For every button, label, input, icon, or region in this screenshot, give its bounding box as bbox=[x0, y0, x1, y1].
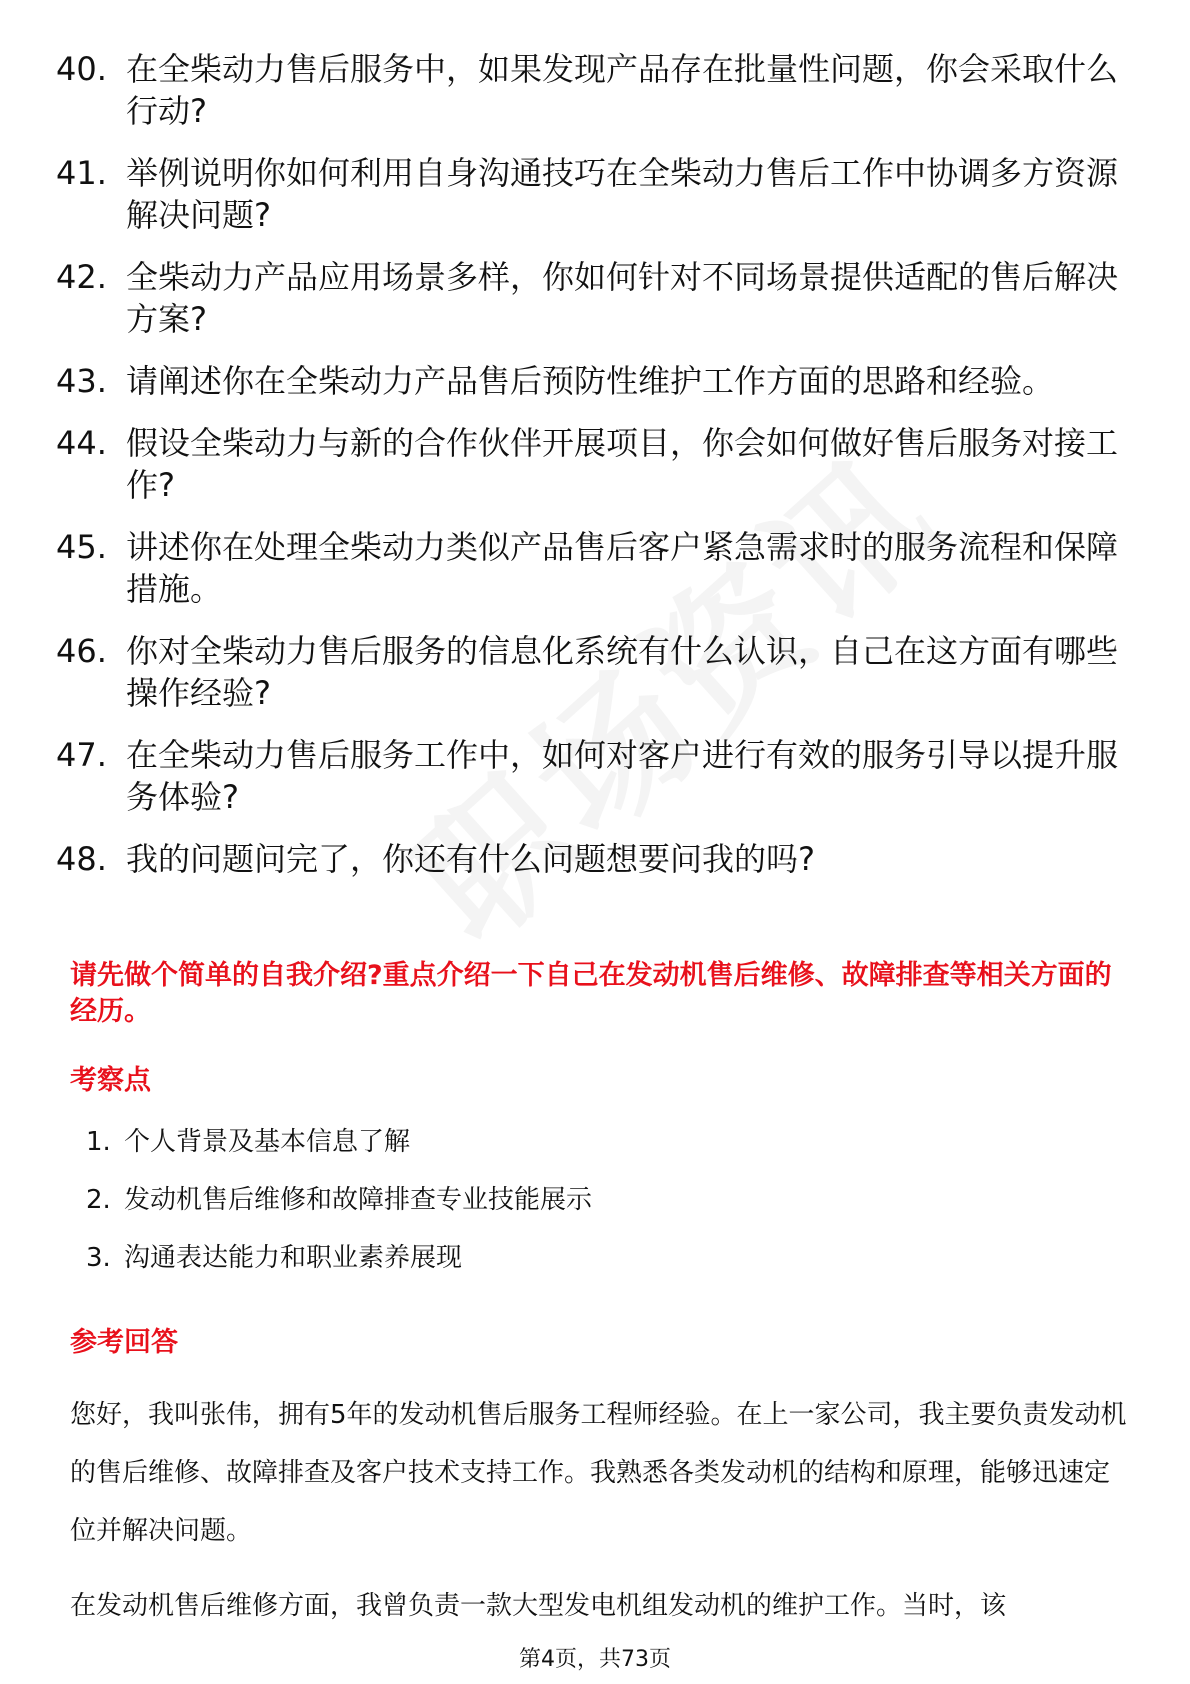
question-number: 42. bbox=[56, 258, 107, 296]
question-item bbox=[56, 422, 1136, 506]
question-number: 47. bbox=[56, 736, 107, 774]
page-footer: 第4页，共73页 bbox=[519, 1647, 671, 1672]
question-text: 在全柴动力售后服务工作中，如何对客户进行有效的服务引导以提升服务体验? bbox=[126, 736, 1119, 816]
answer-heading: 参考回答 bbox=[70, 1327, 178, 1358]
question-text: 举例说明你如何利用自身沟通技巧在全柴动力售后工作中协调多方资源解决问题? bbox=[126, 154, 1119, 234]
question-item bbox=[56, 256, 1136, 340]
question-item bbox=[56, 526, 1136, 610]
point-text: 沟通表达能力和职业素养展现 bbox=[124, 1243, 463, 1273]
points-heading: 考察点 bbox=[70, 1065, 151, 1096]
question-item bbox=[56, 838, 1136, 880]
question-item bbox=[56, 360, 1136, 402]
answer-paragraph: 您好，我叫张伟，拥有5年的发动机售后服务工程师经验。在上一家公司，我主要负责发动机的售后维修、故障排查及客户技术支持工作。我熟悉各类发动机的结构和原理，能够迅速定位并解决问题。 bbox=[70, 1400, 1127, 1546]
question-number: 46. bbox=[56, 632, 107, 670]
question-text: 假设全柴动力与新的合作伙伴开展项目，你会如何做好售后服务对接工作? bbox=[126, 424, 1119, 504]
point-number: 1. bbox=[86, 1127, 111, 1157]
question-number: 45. bbox=[56, 528, 107, 566]
point-item bbox=[86, 1182, 1086, 1218]
question-text: 全柴动力产品应用场景多样，你如何针对不同场景提供适配的售后解决方案? bbox=[126, 258, 1119, 338]
point-text: 个人背景及基本信息了解 bbox=[124, 1127, 411, 1157]
point-text: 发动机售后维修和故障排查专业技能展示 bbox=[124, 1185, 593, 1215]
question-item bbox=[56, 152, 1136, 236]
question-text: 你对全柴动力售后服务的信息化系统有什么认识，自己在这方面有哪些操作经验? bbox=[126, 632, 1119, 712]
question-number: 41. bbox=[56, 154, 107, 192]
question-list bbox=[56, 48, 1136, 900]
question-number: 40. bbox=[56, 50, 107, 88]
points-list bbox=[86, 1124, 1086, 1298]
point-number: 3. bbox=[86, 1243, 111, 1273]
question-text: 请阐述你在全柴动力产品售后预防性维护工作方面的思路和经验。 bbox=[126, 362, 1055, 400]
question-number: 48. bbox=[56, 840, 107, 878]
point-item bbox=[86, 1240, 1086, 1276]
question-number: 43. bbox=[56, 362, 107, 400]
question-text: 在全柴动力售后服务中，如果发现产品存在批量性问题，你会采取什么行动? bbox=[126, 50, 1119, 130]
answer-paragraph: 在发动机售后维修方面，我曾负责一款大型发电机组发动机的维护工作。当时，该 bbox=[70, 1591, 1007, 1621]
point-item bbox=[86, 1124, 1086, 1160]
question-item bbox=[56, 734, 1136, 818]
question-number: 44. bbox=[56, 424, 107, 462]
question-text: 讲述你在处理全柴动力类似产品售后客户紧急需求时的服务流程和保障措施。 bbox=[126, 528, 1119, 608]
point-number: 2. bbox=[86, 1185, 111, 1215]
question-text: 我的问题问完了，你还有什么问题想要问我的吗? bbox=[126, 840, 815, 878]
question-item bbox=[56, 630, 1136, 714]
question-item bbox=[56, 48, 1136, 132]
section-title: 请先做个简单的自我介绍?重点介绍一下自己在发动机售后维修、故障排查等相关方面的经历。 bbox=[70, 960, 1112, 1027]
